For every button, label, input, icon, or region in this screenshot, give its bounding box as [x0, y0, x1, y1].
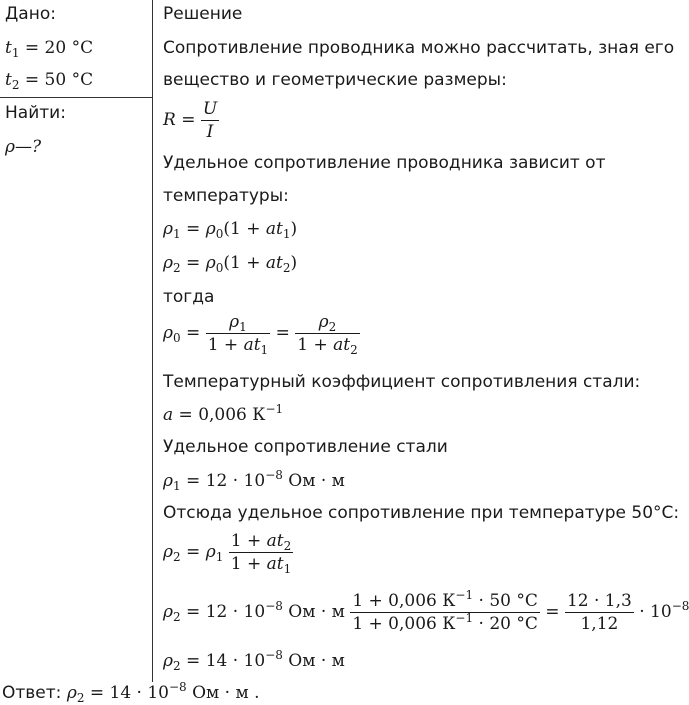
- answer-line: Ответ: $\rho_2 = 14 \cdot 10^{-8}$ Ом · м .: [2, 680, 260, 705]
- solution-text-6: Температурный коэффициент сопротивления стали:: [163, 372, 641, 392]
- solution-text-4: температуры:: [163, 186, 289, 206]
- formula-alpha: a = 0,006 $К^{-1}$: [163, 402, 284, 425]
- formula-rho2-general: $\rho_2 = \rho_1$ $\frac{1 + at_2}{1 + at_1}$: [163, 531, 292, 576]
- solution-text-3: Удельное сопротивление проводника зависит от: [163, 153, 606, 173]
- given-find-divider: [0, 97, 152, 98]
- solution-text-7: Удельное сопротивление стали: [163, 437, 448, 457]
- given-title: Дано:: [5, 4, 56, 24]
- formula-ohm: R = $\frac{U}{I}$: [163, 99, 218, 142]
- find-title: Найти:: [5, 103, 66, 123]
- formula-rho1-temp: $\rho_1 = \rho_0(1 + at_1)$: [163, 219, 298, 241]
- find-unknown: ρ—?: [5, 137, 42, 157]
- formula-rho0: $\rho_0$ = $\frac{\rho_1}{1 + at_1}$ = $\frac{\rho_2}{1 + at_2}$: [163, 312, 358, 357]
- formula-rho2-temp: $\rho_2 = \rho_0(1 + at_2)$: [163, 253, 298, 275]
- solution-text-8: Отсюда удельное сопротивление при температуре 50°С:: [163, 503, 680, 523]
- formula-rho2-result: $\rho_2 = 14 \cdot 10^{-8}$ Ом · м: [163, 648, 345, 673]
- given-t1: $t_1 = 20$ °C: [5, 38, 94, 60]
- solution-text-1: Сопротивление проводника можно рассчитать, зная его: [163, 38, 675, 58]
- column-divider: [152, 0, 153, 682]
- formula-rho2-calc: $\rho_2 = 12 \cdot 10^{-8}$ Ом · м $\frac{1 + 0,006 К^{-1} \cdot 50 ^\circ С}{1 + 0,006 К^{-1} \cdot 20 ^\circ С}$ = $\frac{12 \cdot 1,3}{1,12}$ · $10^{-8}$: [163, 588, 689, 634]
- solution-text-5: тогда: [163, 287, 215, 307]
- solution-text-2: вещество и геометрические размеры:: [163, 70, 507, 90]
- formula-rho1-value: $\rho_1 = 12 \cdot 10^{-8}$ Ом · м: [163, 468, 345, 493]
- solution-title: Решение: [163, 4, 243, 24]
- given-t2: $t_2 = 50$ °C: [5, 70, 94, 92]
